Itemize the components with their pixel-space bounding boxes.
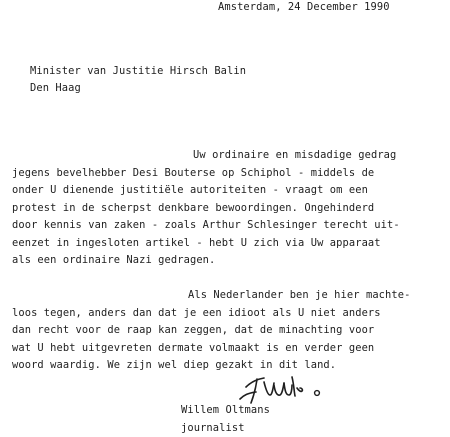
recipient-name: Minister van Justitie Hirsch Balin (30, 65, 247, 77)
date-line: Amsterdam, 24 December 1990 (218, 1, 390, 13)
paragraph-line: door kennis van zaken - zoals Arthur Schlesinger terecht uit- (12, 219, 400, 231)
paragraph-line: eenzet in ingesloten artikel - hebt U zich via Uw apparaat (12, 237, 381, 249)
handwritten-signature (234, 373, 324, 405)
paragraph-line: protest in de scherpst denkbare bewoordingen. Ongehinderd (12, 202, 375, 214)
signature-title: journalist (181, 422, 245, 434)
paragraph-line: loos tegen, anders dan dat je een idioot als U niet anders (12, 307, 381, 319)
paragraph-line: als een ordinaire Nazi gedragen. (12, 254, 216, 266)
paragraph-line: woord waardig. We zijn wel diep gezakt in dit land. (12, 359, 337, 371)
recipient-city: Den Haag (30, 82, 81, 94)
paragraph-line: Als Nederlander ben je hier machte- (188, 289, 411, 301)
paragraph-line: Uw ordinaire en misdadige gedrag (193, 149, 397, 161)
paragraph-line: wat U hebt uitgevreten dermate volmaakt is en verder geen (12, 342, 375, 354)
paragraph-line: onder U dienende justitiële autoriteiten - vraagt om een (12, 184, 368, 196)
paragraph-line: jegens bevelhebber Desi Bouterse op Schiphol - middels de (12, 167, 375, 179)
signature-name: Willem Oltmans (181, 404, 270, 416)
paragraph-line: dan recht voor de raap kan zeggen, dat de minachting voor (12, 324, 375, 336)
